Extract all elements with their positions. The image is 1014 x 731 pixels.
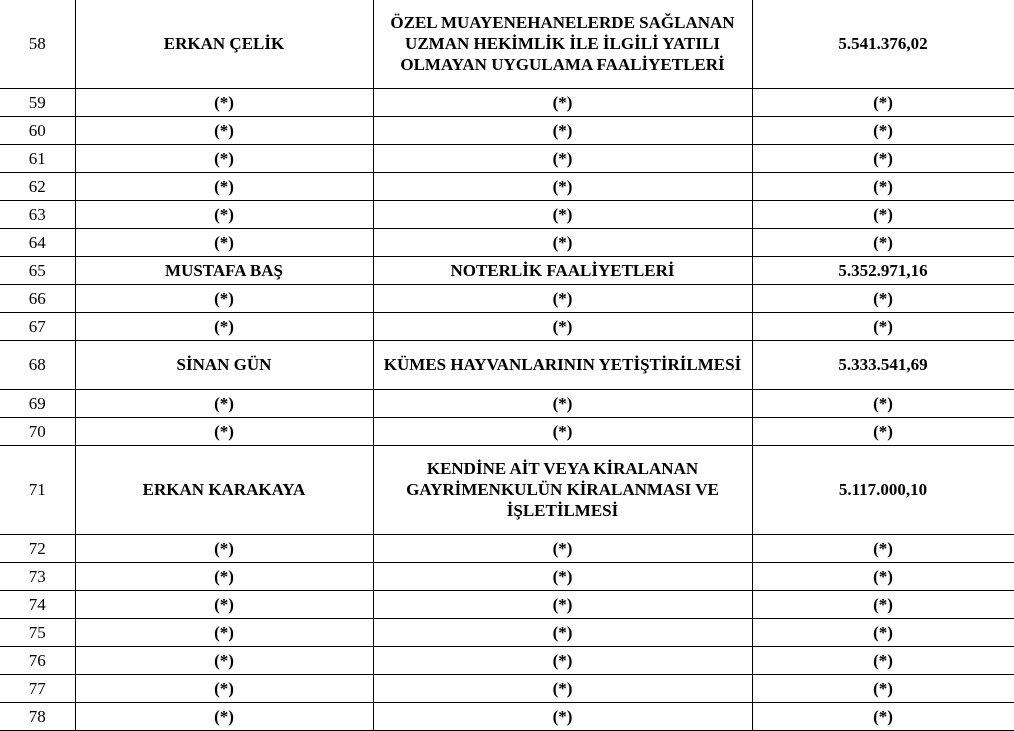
activity: (*)	[373, 200, 752, 228]
activity: NOTERLİK FAALİYETLERİ	[373, 256, 752, 284]
row-number: 78	[0, 702, 75, 730]
table-row	[0, 618, 1014, 646]
row-number: 70	[0, 417, 75, 445]
row-number: 69	[0, 389, 75, 417]
table-row	[0, 0, 1014, 88]
table-row	[0, 534, 1014, 562]
taxpayer-name: (*)	[75, 562, 373, 590]
taxpayer-name: (*)	[75, 417, 373, 445]
activity: KENDİNE AİT VEYA KİRALANAN GAYRİMENKULÜN KİRALANMASI VE İŞLETİLMESİ	[373, 445, 752, 534]
table-row	[0, 417, 1014, 445]
activity: (*)	[373, 312, 752, 340]
row-number: 67	[0, 312, 75, 340]
amount: (*)	[752, 144, 1014, 172]
activity: KÜMES HAYVANLARININ YETİŞTİRİLMESİ	[373, 340, 752, 389]
amount: (*)	[752, 562, 1014, 590]
amount: (*)	[752, 674, 1014, 702]
taxpayer-name: (*)	[75, 144, 373, 172]
amount: (*)	[752, 200, 1014, 228]
taxpayer-name: (*)	[75, 646, 373, 674]
activity: (*)	[373, 702, 752, 730]
amount: 5.117.000,10	[752, 445, 1014, 534]
amount: (*)	[752, 646, 1014, 674]
amount: (*)	[752, 618, 1014, 646]
row-number: 59	[0, 88, 75, 116]
table-row	[0, 340, 1014, 389]
table-row	[0, 562, 1014, 590]
activity: (*)	[373, 618, 752, 646]
activity: (*)	[373, 389, 752, 417]
taxpayer-name: ERKAN ÇELİK	[75, 0, 373, 88]
amount: (*)	[752, 389, 1014, 417]
row-number: 65	[0, 256, 75, 284]
table-row	[0, 389, 1014, 417]
taxpayer-name: (*)	[75, 702, 373, 730]
taxpayer-name: (*)	[75, 389, 373, 417]
amount: 5.541.376,02	[752, 0, 1014, 88]
taxpayer-name: (*)	[75, 284, 373, 312]
amount: (*)	[752, 116, 1014, 144]
taxpayer-name: (*)	[75, 674, 373, 702]
row-number: 60	[0, 116, 75, 144]
taxpayer-name: (*)	[75, 88, 373, 116]
row-number: 64	[0, 228, 75, 256]
taxpayer-name: (*)	[75, 590, 373, 618]
taxpayer-name: (*)	[75, 172, 373, 200]
amount: (*)	[752, 312, 1014, 340]
taxpayer-name: SİNAN GÜN	[75, 340, 373, 389]
taxpayer-name: ERKAN KARAKAYA	[75, 445, 373, 534]
activity: (*)	[373, 590, 752, 618]
activity: (*)	[373, 284, 752, 312]
amount: (*)	[752, 702, 1014, 730]
row-number: 73	[0, 562, 75, 590]
table-row	[0, 144, 1014, 172]
row-number: 75	[0, 618, 75, 646]
row-number: 74	[0, 590, 75, 618]
activity: (*)	[373, 88, 752, 116]
activity: (*)	[373, 228, 752, 256]
row-number: 71	[0, 445, 75, 534]
row-number: 61	[0, 144, 75, 172]
row-number: 72	[0, 534, 75, 562]
activity: (*)	[373, 674, 752, 702]
table-row	[0, 312, 1014, 340]
table-row	[0, 200, 1014, 228]
table-row	[0, 284, 1014, 312]
amount: (*)	[752, 534, 1014, 562]
amount: 5.352.971,16	[752, 256, 1014, 284]
taxpayer-name: MUSTAFA BAŞ	[75, 256, 373, 284]
table-row	[0, 590, 1014, 618]
amount: (*)	[752, 88, 1014, 116]
table-row	[0, 445, 1014, 534]
table-row	[0, 172, 1014, 200]
row-number: 77	[0, 674, 75, 702]
table-row	[0, 116, 1014, 144]
table-row	[0, 646, 1014, 674]
table-row	[0, 674, 1014, 702]
amount: 5.333.541,69	[752, 340, 1014, 389]
taxpayer-name: (*)	[75, 116, 373, 144]
amount: (*)	[752, 284, 1014, 312]
activity: (*)	[373, 116, 752, 144]
row-number: 62	[0, 172, 75, 200]
activity: (*)	[373, 417, 752, 445]
activity: ÖZEL MUAYENEHANELERDE SAĞLANAN UZMAN HEKİMLİK İLE İLGİLİ YATILI OLMAYAN UYGULAMA FAALİYETLERİ	[373, 0, 752, 88]
table-row	[0, 702, 1014, 730]
activity: (*)	[373, 144, 752, 172]
taxpayer-name: (*)	[75, 228, 373, 256]
row-number: 68	[0, 340, 75, 389]
taxpayer-name: (*)	[75, 534, 373, 562]
row-number: 76	[0, 646, 75, 674]
amount: (*)	[752, 417, 1014, 445]
amount: (*)	[752, 228, 1014, 256]
activity: (*)	[373, 646, 752, 674]
amount: (*)	[752, 172, 1014, 200]
activity: (*)	[373, 172, 752, 200]
row-number: 63	[0, 200, 75, 228]
taxpayer-name: (*)	[75, 200, 373, 228]
row-number: 66	[0, 284, 75, 312]
table-row	[0, 228, 1014, 256]
table-row	[0, 256, 1014, 284]
activity: (*)	[373, 534, 752, 562]
row-number: 58	[0, 0, 75, 88]
taxpayer-name: (*)	[75, 618, 373, 646]
amount: (*)	[752, 590, 1014, 618]
activity: (*)	[373, 562, 752, 590]
table-row	[0, 88, 1014, 116]
taxpayer-name: (*)	[75, 312, 373, 340]
